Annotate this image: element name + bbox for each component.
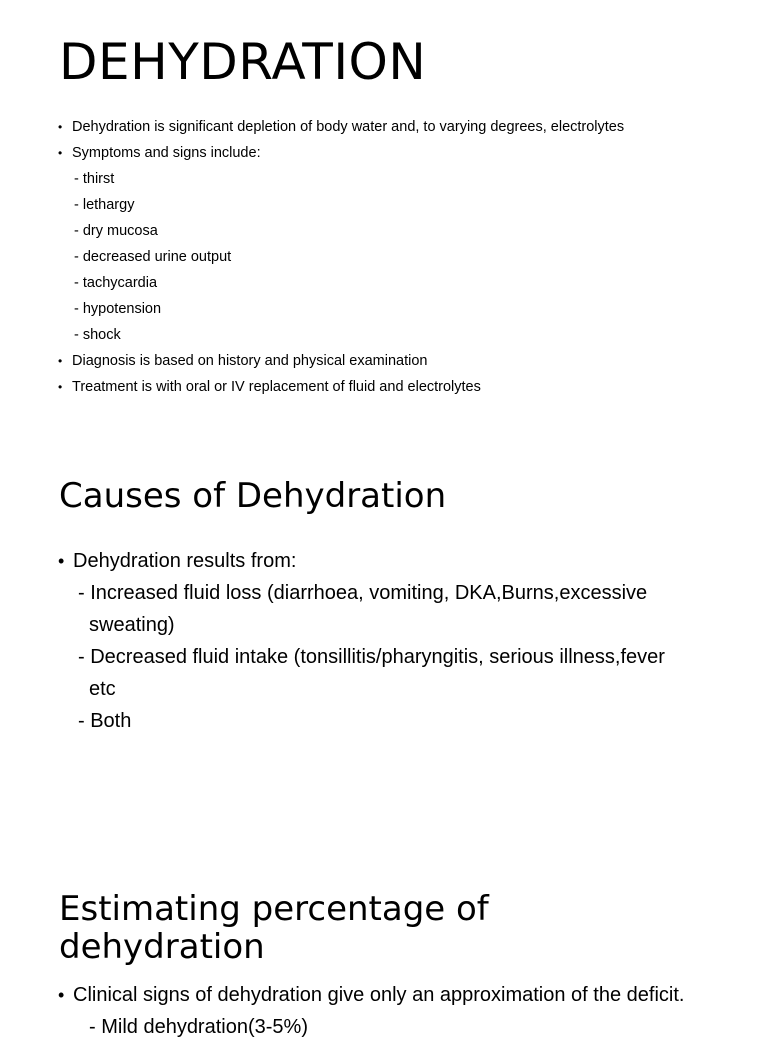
sub-bullet-text: - Mild dehydration(3-5%) — [89, 1016, 308, 1038]
bullet-text: Dehydration is significant depletion of body water and, to varying degrees, electrolytes — [72, 119, 625, 135]
slide-estimating — [0, 860, 768, 1038]
bullet-icon: • — [58, 551, 65, 571]
sub-bullet-text: - Both — [78, 710, 132, 732]
slide-title: DEHYDRATION — [59, 33, 427, 91]
slide-causes — [0, 440, 768, 860]
sub-bullet-text: - tachycardia — [74, 275, 158, 291]
slide-title: Causes of Dehydration — [59, 476, 447, 516]
bullet-text: Diagnosis is based on history and physical examination — [72, 353, 428, 369]
bullet-text: Treatment is with oral or IV replacement of fluid and electrolytes — [72, 379, 481, 395]
bullet-icon: • — [58, 120, 63, 134]
sub-bullet-text: - decreased urine output — [74, 249, 232, 265]
sub-bullet-text: - hypotension — [74, 301, 162, 317]
bullet-text: Dehydration results from: — [73, 550, 297, 572]
slide-dehydration — [0, 0, 768, 440]
bullet-icon: • — [58, 380, 63, 394]
sub-bullet-text: - thirst — [74, 171, 115, 187]
bullet-icon: • — [58, 146, 63, 160]
sub-bullet-text: - Increased fluid loss (diarrhoea, vomiting, DKA,Burns,excessive — [78, 582, 648, 604]
sub-bullet-text: sweating) — [89, 614, 175, 636]
sub-bullet-text: - dry mucosa — [74, 223, 158, 239]
sub-bullet-text: - Decreased fluid intake (tonsillitis/pharyngitis, serious illness,fever — [78, 646, 665, 668]
bullet-icon: • — [58, 985, 65, 1005]
slide-title: Estimating percentage of dehydration — [59, 889, 489, 967]
sub-bullet-text: - lethargy — [74, 197, 135, 213]
bullet-icon: • — [58, 354, 63, 368]
sub-bullet-text: - shock — [74, 327, 121, 343]
bullet-text: Clinical signs of dehydration give only an approximation of the deficit. — [73, 984, 685, 1006]
bullet-text: Symptoms and signs include: — [72, 145, 261, 161]
sub-bullet-text: etc — [89, 678, 116, 700]
